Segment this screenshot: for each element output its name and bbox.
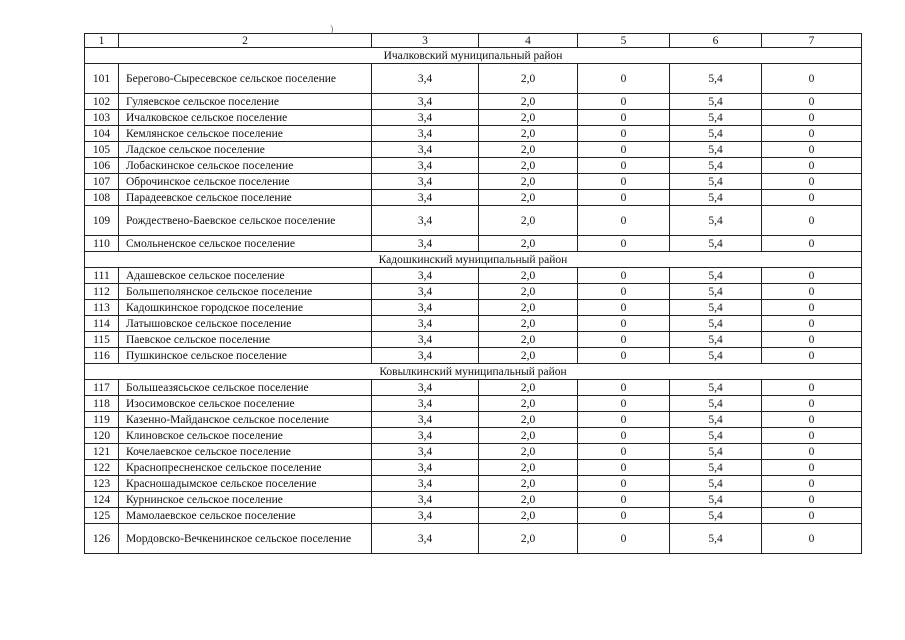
value-col-5: 0 [578,268,670,284]
value-col-4: 2,0 [479,476,578,492]
value-col-7: 0 [762,236,862,252]
value-col-7: 0 [762,380,862,396]
row-number: 115 [85,332,119,348]
row-number: 124 [85,492,119,508]
value-col-6: 5,4 [670,174,762,190]
value-col-5: 0 [578,142,670,158]
value-col-6: 5,4 [670,460,762,476]
table-row [85,110,862,126]
settlement-name: Паевское сельское поселение [119,332,372,348]
table-row [85,268,862,284]
row-number: 106 [85,158,119,174]
column-header-row [85,34,862,48]
settlement-name: Рождествено-Баевское сельское поселение [119,206,372,236]
value-col-3: 3,4 [372,300,479,316]
table-row [85,300,862,316]
value-col-3: 3,4 [372,190,479,206]
value-col-6: 5,4 [670,508,762,524]
value-col-3: 3,4 [372,396,479,412]
value-col-5: 0 [578,126,670,142]
value-col-4: 2,0 [479,380,578,396]
value-col-7: 0 [762,300,862,316]
value-col-5: 0 [578,396,670,412]
settlement-name: Ладское сельское поселение [119,142,372,158]
value-col-7: 0 [762,348,862,364]
value-col-5: 0 [578,284,670,300]
row-number: 120 [85,428,119,444]
value-col-3: 3,4 [372,412,479,428]
row-number: 119 [85,412,119,428]
value-col-4: 2,0 [479,64,578,94]
settlement-name: Мордовско-Вечкенинское сельское поселение [119,524,372,554]
column-header-2: 2 [119,34,372,48]
value-col-4: 2,0 [479,332,578,348]
district-header-row [85,48,862,64]
value-col-7: 0 [762,460,862,476]
value-col-3: 3,4 [372,316,479,332]
row-number: 110 [85,236,119,252]
value-col-7: 0 [762,126,862,142]
row-number: 108 [85,190,119,206]
settlement-name: Парадеевское сельское поселение [119,190,372,206]
row-number: 117 [85,380,119,396]
value-col-5: 0 [578,460,670,476]
table-row [85,142,862,158]
table-row [85,284,862,300]
settlement-name: Большеполянское сельское поселение [119,284,372,300]
settlement-name: Кемлянское сельское поселение [119,126,372,142]
row-number: 111 [85,268,119,284]
value-col-5: 0 [578,316,670,332]
value-col-6: 5,4 [670,284,762,300]
value-col-3: 3,4 [372,492,479,508]
table-row [85,190,862,206]
settlement-name: Ичалковское сельское поселение [119,110,372,126]
value-col-3: 3,4 [372,206,479,236]
value-col-5: 0 [578,64,670,94]
value-col-3: 3,4 [372,444,479,460]
table-row [85,508,862,524]
value-col-4: 2,0 [479,158,578,174]
settlement-name: Мамолаевское сельское поселение [119,508,372,524]
value-col-4: 2,0 [479,284,578,300]
value-col-6: 5,4 [670,412,762,428]
row-number: 112 [85,284,119,300]
settlement-name: Кадошкинское городское поселение [119,300,372,316]
table-body [85,34,862,554]
value-col-3: 3,4 [372,174,479,190]
table-row [85,460,862,476]
value-col-7: 0 [762,444,862,460]
settlement-name: Адашевское сельское поселение [119,268,372,284]
value-col-4: 2,0 [479,396,578,412]
settlement-name: Смольненское сельское поселение [119,236,372,252]
value-col-5: 0 [578,158,670,174]
table-row [85,428,862,444]
value-col-7: 0 [762,428,862,444]
row-number: 103 [85,110,119,126]
value-col-5: 0 [578,492,670,508]
value-col-4: 2,0 [479,268,578,284]
table-row [85,332,862,348]
value-col-4: 2,0 [479,316,578,332]
column-header-5: 5 [578,34,670,48]
value-col-3: 3,4 [372,380,479,396]
value-col-3: 3,4 [372,508,479,524]
value-col-5: 0 [578,332,670,348]
value-col-4: 2,0 [479,300,578,316]
value-col-7: 0 [762,110,862,126]
value-col-4: 2,0 [479,508,578,524]
value-col-3: 3,4 [372,64,479,94]
table-row [85,236,862,252]
district-header-row [85,364,862,380]
value-col-3: 3,4 [372,268,479,284]
value-col-3: 3,4 [372,110,479,126]
settlement-name: Клиновское сельское поселение [119,428,372,444]
value-col-7: 0 [762,316,862,332]
settlement-name: Латышовское сельское поселение [119,316,372,332]
table-row [85,380,862,396]
value-col-6: 5,4 [670,110,762,126]
value-col-3: 3,4 [372,348,479,364]
value-col-7: 0 [762,64,862,94]
value-col-4: 2,0 [479,174,578,190]
value-col-5: 0 [578,444,670,460]
value-col-3: 3,4 [372,126,479,142]
scan-artifact: ) [330,24,334,35]
value-col-6: 5,4 [670,190,762,206]
value-col-5: 0 [578,300,670,316]
value-col-6: 5,4 [670,206,762,236]
settlements-table [84,33,862,554]
row-number: 109 [85,206,119,236]
value-col-7: 0 [762,476,862,492]
value-col-6: 5,4 [670,380,762,396]
value-col-5: 0 [578,190,670,206]
row-number: 125 [85,508,119,524]
value-col-6: 5,4 [670,492,762,508]
value-col-7: 0 [762,396,862,412]
value-col-6: 5,4 [670,428,762,444]
value-col-6: 5,4 [670,64,762,94]
value-col-4: 2,0 [479,236,578,252]
value-col-7: 0 [762,268,862,284]
value-col-7: 0 [762,524,862,554]
settlement-name: Большеазясьское сельское поселение [119,380,372,396]
value-col-4: 2,0 [479,460,578,476]
value-col-6: 5,4 [670,126,762,142]
value-col-5: 0 [578,174,670,190]
settlement-name: Курнинское сельское поселение [119,492,372,508]
district-header-row [85,252,862,268]
value-col-4: 2,0 [479,110,578,126]
document-page [84,33,862,554]
table-row [85,316,862,332]
column-header-6: 6 [670,34,762,48]
table-row [85,174,862,190]
district-name: Ковылкинский муниципальный район [85,364,862,380]
value-col-3: 3,4 [372,236,479,252]
row-number: 122 [85,460,119,476]
row-number: 105 [85,142,119,158]
row-number: 101 [85,64,119,94]
value-col-5: 0 [578,428,670,444]
row-number: 113 [85,300,119,316]
value-col-4: 2,0 [479,190,578,206]
settlement-name: Лобаскинское сельское поселение [119,158,372,174]
row-number: 102 [85,94,119,110]
settlement-name: Пушкинское сельское поселение [119,348,372,364]
table-row [85,94,862,110]
value-col-4: 2,0 [479,492,578,508]
value-col-3: 3,4 [372,158,479,174]
value-col-3: 3,4 [372,94,479,110]
value-col-3: 3,4 [372,476,479,492]
table-row [85,492,862,508]
value-col-6: 5,4 [670,158,762,174]
table-row [85,412,862,428]
value-col-4: 2,0 [479,126,578,142]
value-col-7: 0 [762,190,862,206]
row-number: 121 [85,444,119,460]
row-number: 114 [85,316,119,332]
value-col-7: 0 [762,284,862,300]
value-col-5: 0 [578,508,670,524]
table-row [85,158,862,174]
value-col-6: 5,4 [670,476,762,492]
value-col-3: 3,4 [372,284,479,300]
settlement-name: Оброчинское сельское поселение [119,174,372,190]
column-header-1: 1 [85,34,119,48]
district-name: Ичалковский муниципальный район [85,48,862,64]
value-col-7: 0 [762,174,862,190]
value-col-5: 0 [578,412,670,428]
settlement-name: Красношадымское сельское поселение [119,476,372,492]
value-col-7: 0 [762,492,862,508]
row-number: 118 [85,396,119,412]
value-col-5: 0 [578,348,670,364]
value-col-6: 5,4 [670,142,762,158]
value-col-4: 2,0 [479,428,578,444]
value-col-4: 2,0 [479,524,578,554]
settlement-name: Берегово-Сыресевское сельское поселение [119,64,372,94]
value-col-4: 2,0 [479,94,578,110]
row-number: 104 [85,126,119,142]
value-col-7: 0 [762,158,862,174]
value-col-6: 5,4 [670,396,762,412]
column-header-3: 3 [372,34,479,48]
value-col-6: 5,4 [670,348,762,364]
row-number: 116 [85,348,119,364]
row-number: 126 [85,524,119,554]
value-col-7: 0 [762,142,862,158]
value-col-5: 0 [578,476,670,492]
value-col-3: 3,4 [372,142,479,158]
settlement-name: Кочелаевское сельское поселение [119,444,372,460]
value-col-6: 5,4 [670,524,762,554]
value-col-4: 2,0 [479,412,578,428]
value-col-3: 3,4 [372,332,479,348]
value-col-5: 0 [578,380,670,396]
value-col-6: 5,4 [670,316,762,332]
value-col-6: 5,4 [670,94,762,110]
value-col-5: 0 [578,524,670,554]
settlement-name: Изосимовское сельское поселение [119,396,372,412]
table-row [85,206,862,236]
table-row [85,524,862,554]
value-col-5: 0 [578,110,670,126]
table-row [85,348,862,364]
settlement-name: Гуляевское сельское поселение [119,94,372,110]
row-number: 123 [85,476,119,492]
value-col-4: 2,0 [479,142,578,158]
table-row [85,444,862,460]
value-col-7: 0 [762,206,862,236]
row-number: 107 [85,174,119,190]
value-col-6: 5,4 [670,444,762,460]
value-col-4: 2,0 [479,444,578,460]
value-col-3: 3,4 [372,428,479,444]
table-row [85,396,862,412]
value-col-4: 2,0 [479,206,578,236]
settlement-name: Казенно-Майданское сельское поселение [119,412,372,428]
value-col-6: 5,4 [670,300,762,316]
value-col-6: 5,4 [670,332,762,348]
settlement-name: Краснопресненское сельское поселение [119,460,372,476]
value-col-7: 0 [762,508,862,524]
value-col-7: 0 [762,412,862,428]
value-col-6: 5,4 [670,236,762,252]
column-header-4: 4 [479,34,578,48]
value-col-3: 3,4 [372,460,479,476]
table-row [85,64,862,94]
column-header-7: 7 [762,34,862,48]
value-col-7: 0 [762,332,862,348]
value-col-5: 0 [578,236,670,252]
value-col-5: 0 [578,94,670,110]
value-col-3: 3,4 [372,524,479,554]
table-row [85,476,862,492]
value-col-5: 0 [578,206,670,236]
table-row [85,126,862,142]
value-col-6: 5,4 [670,268,762,284]
district-name: Кадошкинский муниципальный район [85,252,862,268]
value-col-4: 2,0 [479,348,578,364]
value-col-7: 0 [762,94,862,110]
